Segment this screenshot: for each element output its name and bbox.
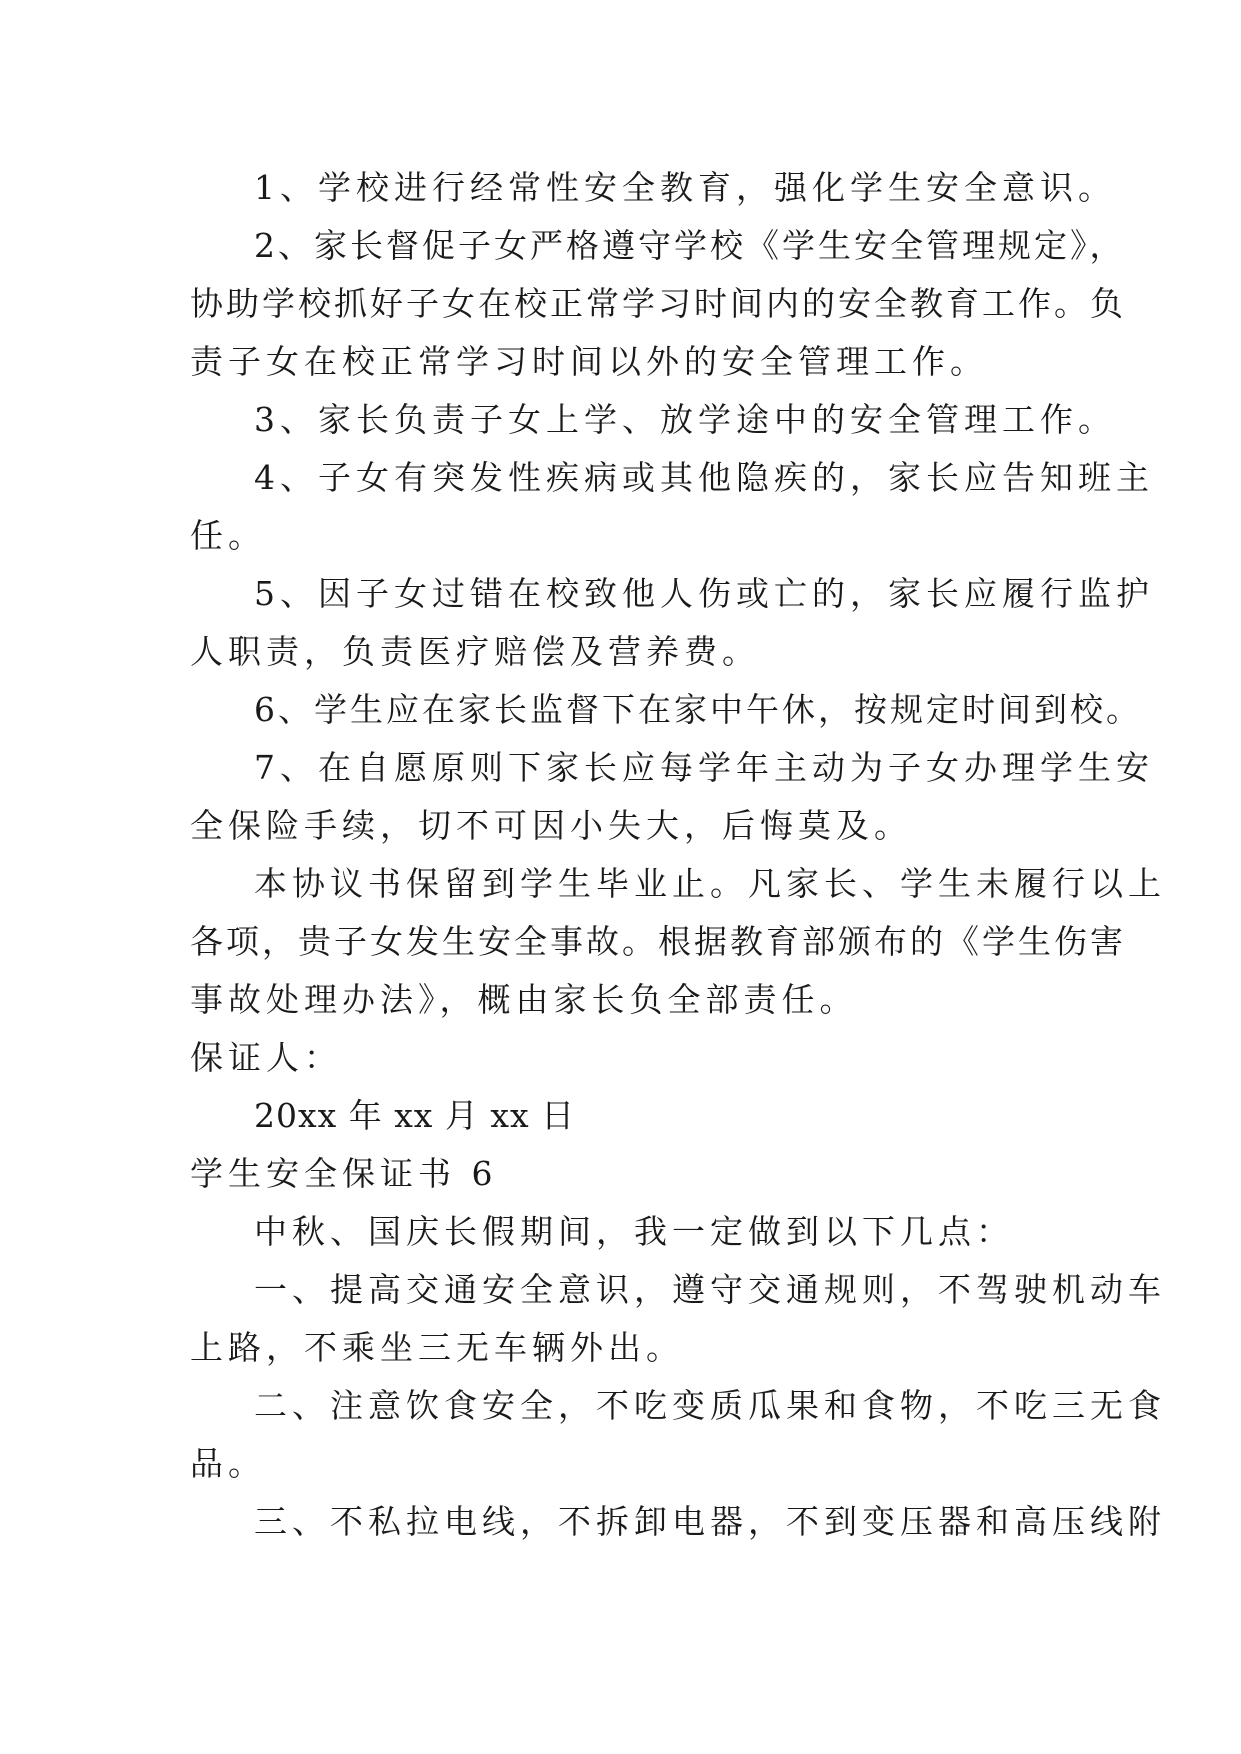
paragraph-line: 2、家长督促子女严格遵守学校《学生安全管理规定》，	[254, 226, 1126, 265]
paragraph-line: 二、注意饮食安全，不吃变质瓜果和食物，不吃三无食	[254, 1386, 1166, 1425]
date-line: 20xx 年 xx 月 xx 日	[254, 1096, 576, 1135]
paragraph-line: 5、因子女过错在校致他人伤或亡的，家长应履行监护	[254, 574, 1154, 613]
paragraph-line: 全保险手续，切不可因小失大，后悔莫及。	[190, 806, 912, 845]
paragraph-line: 上路，不乘坐三无车辆外出。	[190, 1328, 684, 1367]
paragraph-line: 责子女在校正常学习时间以外的安全管理工作。	[190, 342, 988, 381]
paragraph-line: 人职责，负责医疗赔偿及营养费。	[190, 632, 760, 671]
paragraph-line: 任。	[190, 516, 266, 555]
paragraph-line: 事故处理办法》，概由家长负全部责任。	[190, 980, 858, 1019]
paragraph-line: 1、学校进行经常性安全教育，强化学生安全意识。	[254, 168, 1116, 207]
paragraph-line: 一、提高交通安全意识，遵守交通规则，不驾驶机动车	[254, 1270, 1166, 1309]
paragraph-line: 本协议书保留到学生毕业止。凡家长、学生未履行以上	[254, 864, 1166, 903]
paragraph-line: 品。	[190, 1444, 266, 1483]
paragraph-line: 协助学校抓好子女在校正常学习时间内的安全教育工作。负	[190, 284, 1126, 323]
paragraph-line: 3、家长负责子女上学、放学途中的安全管理工作。	[254, 400, 1116, 439]
paragraph-line: 中秋、国庆长假期间，我一定做到以下几点：	[254, 1212, 1014, 1251]
paragraph-line: 7、在自愿原则下家长应每学年主动为子女办理学生安	[254, 748, 1154, 787]
paragraph-line: 6、学生应在家长监督下在家中午休，按规定时间到校。	[254, 690, 1142, 729]
guarantor-label: 保证人：	[190, 1038, 342, 1077]
section-title: 学生安全保证书 6	[190, 1154, 498, 1193]
paragraph-line: 4、子女有突发性疾病或其他隐疾的，家长应告知班主	[254, 458, 1154, 497]
paragraph-line: 各项，贵子女发生安全事故。根据教育部颁布的《学生伤害	[190, 922, 1126, 961]
paragraph-line: 三、不私拉电线，不拆卸电器，不到变压器和高压线附	[254, 1502, 1166, 1541]
